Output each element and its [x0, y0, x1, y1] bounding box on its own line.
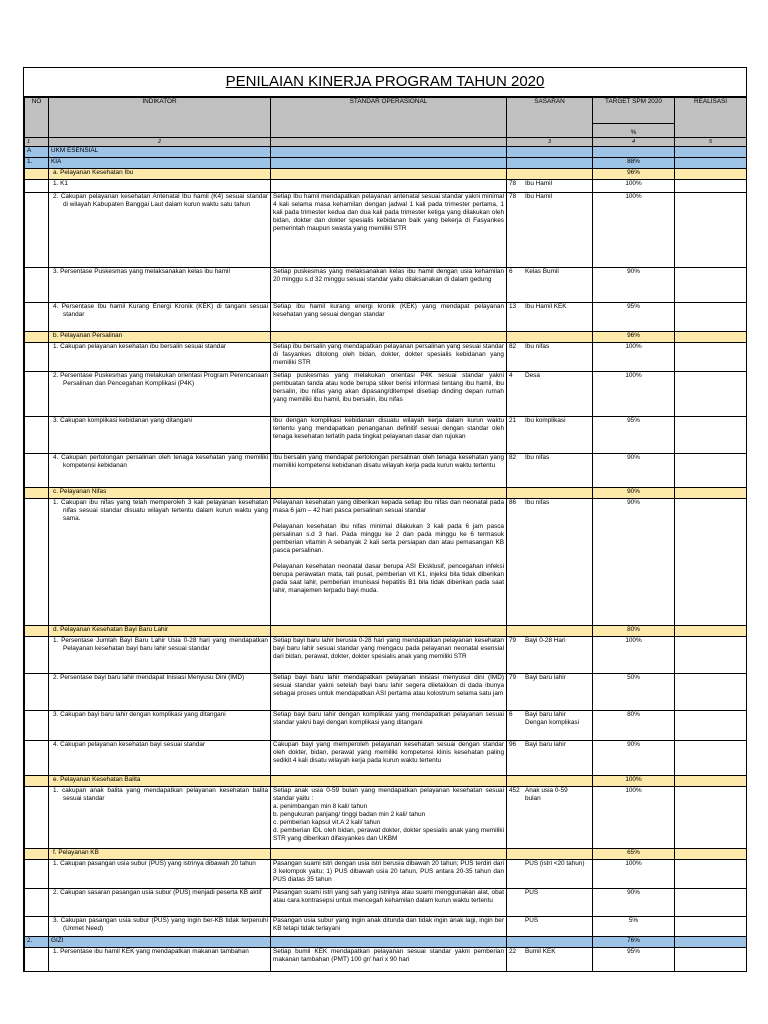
- empty-cell: [25, 332, 49, 343]
- empty-cell: [675, 147, 747, 158]
- realisasi-cell: [675, 454, 747, 488]
- standard-cell: [271, 180, 507, 193]
- target-cell: 100%: [593, 180, 675, 193]
- standard-cell: Setiap ibu hamil kurang energi kronik (KEK) yang mendapat pelayanan kesehatan yang sesuai dengan standar: [271, 303, 507, 332]
- target-cell: 80%: [593, 711, 675, 741]
- program-row: [25, 937, 747, 948]
- indicator-cell: 2. Cakupan sasaran pasangan usia subur (PUS) menjadi peserta KB aktif: [49, 889, 271, 917]
- kia-target: 88%: [593, 158, 675, 169]
- sasaran-label: PUS: [525, 889, 539, 896]
- header-target-unit: %: [593, 124, 675, 138]
- column-number-row: [25, 138, 747, 147]
- indicator-row: [25, 741, 747, 776]
- subsection-target: 90%: [593, 488, 675, 499]
- standard-cell: Ibu bersalin yang mendapat pertolongan persalinan oleh tenaga kesehatan yang memiliki kompetensi kebidanan disatu wilayah kerja pada kurun waktu tertentu: [271, 454, 507, 488]
- empty-cell: [507, 169, 593, 180]
- colnum-blank: [271, 138, 507, 147]
- standard-cell: Setiap ibu bersalin yang mendapatkan pelayanan persalinan yang sesuai standar di fasyankes ditolong oleh bidan, dokter, dokter spesialis kebidanan yang memiliki STR: [271, 343, 507, 372]
- empty-cell: [25, 917, 49, 937]
- section-a-label: UKM ESENSIAL: [49, 147, 271, 158]
- indicator-cell: 3. Cakupan pasangan usia subur (PUS) yang ingin ber-KB tidak terpenuhi (Unmet Need): [49, 917, 271, 937]
- target-cell: 100%: [593, 787, 675, 849]
- indicator-row: [25, 711, 747, 741]
- document-title: [24, 68, 746, 97]
- sasaran-label: PUS: [525, 917, 539, 924]
- sasaran-label: Ibu nifas: [525, 454, 550, 461]
- header-standar: STANDAR OPERASIONAL: [271, 98, 507, 138]
- empty-cell: [25, 169, 49, 180]
- standard-cell: Pasangan usia subur yang ingin anak ditunda dan tidak ingin anak lagi, ingin ber KB tetapi tidak terlayani: [271, 917, 507, 937]
- sasaran-label: Bayi 0-28 Hari: [525, 637, 566, 644]
- standard-cell: Setiap puskesmas yang melakukan orientasi P4K sesuai standar yakni pembuatan tanda atau kode berupa stiker berisi informasi tentang ibu hamil, ibu bersalin, ibu nifas yang akan dipasang/ditempel disetiap dinding depan rumah yang memiliki ibu hamil, ibu bersalin, ibu nifas: [271, 372, 507, 417]
- empty-cell: [25, 372, 49, 417]
- sasaran-count: 6: [509, 268, 513, 275]
- empty-cell: [507, 626, 593, 637]
- indicator-row: [25, 454, 747, 488]
- sasaran-count: 21: [509, 417, 517, 424]
- subsection-label: f. Pelayanan KB: [49, 849, 271, 860]
- target-cell: 100%: [593, 372, 675, 417]
- program-label: GIZI: [49, 937, 271, 948]
- empty-cell: [271, 169, 507, 180]
- empty-cell: [25, 741, 49, 776]
- sasaran-cell: [507, 741, 593, 776]
- sasaran-cell: [507, 417, 593, 454]
- standard-cell: Pasangan suami istri yang sah yang istrinya atau suami menggunakan alat, obat atau cara kontrasepsi untuk mencegah kehamilan dalam kurun waktu tertentu: [271, 889, 507, 917]
- program-no: 2.: [25, 937, 49, 948]
- indicator-cell: 3. Persentase Puskesmas yang melaksanakan kelas ibu hamil: [49, 268, 271, 303]
- subsection-label: c. Pelayanan Nifas: [49, 488, 271, 499]
- empty-cell: [507, 937, 593, 948]
- realisasi-cell: [675, 193, 747, 268]
- empty-cell: [271, 147, 507, 158]
- indicator-cell: 1. Cakupan ibu nifas yang telah memperoleh 3 kali pelayanan kesehatan nifas sesuai standar disuatu wilayah tertentu dalam kurun waktu yang sama.: [49, 499, 271, 626]
- sasaran-count: 22: [509, 948, 517, 955]
- realisasi-cell: [675, 268, 747, 303]
- target-cell: 100%: [593, 343, 675, 372]
- kia-label: KIA: [49, 158, 271, 169]
- sasaran-cell: [507, 787, 593, 849]
- empty-cell: [25, 268, 49, 303]
- target-cell: 95%: [593, 303, 675, 332]
- sasaran-cell: [507, 637, 593, 674]
- sasaran-label: Kelas Bumil: [525, 268, 559, 275]
- empty-cell: [507, 776, 593, 787]
- indicator-row: [25, 180, 747, 193]
- sasaran-cell: [507, 268, 593, 303]
- subsection-target: 100%: [593, 776, 675, 787]
- indicator-row: [25, 917, 747, 937]
- empty-cell: [271, 776, 507, 787]
- realisasi-cell: [675, 917, 747, 937]
- indicator-cell: 3. Cakupan komplikasi kebidanan yang ditangani: [49, 417, 271, 454]
- empty-cell: [25, 499, 49, 626]
- indicator-row: [25, 674, 747, 711]
- subsection-label: d. Pelayanan Kesehatan Bayi Baru Lahir: [49, 626, 271, 637]
- colnum-4: 4: [593, 138, 675, 147]
- target-cell: 100%: [593, 637, 675, 674]
- colnum-2: 2: [49, 138, 271, 147]
- standard-cell: Setiap bayi baru lahir berusia 0-28 hari yang mendapatkan pelayanan kesehatan bayi baru lahir sesuai standar yang mengacu pada pelayanan neonatal esensial dari bidan, perawat, dokter, dokter spesialis anak yang memiliki STR: [271, 637, 507, 674]
- sasaran-cell: [507, 372, 593, 417]
- subsection-label: a. Pelayanan Kesehatan Ibu: [49, 169, 271, 180]
- section-a-row: [25, 147, 747, 158]
- header-target: TARGET SPM 2020: [593, 98, 675, 124]
- indicator-row: [25, 193, 747, 268]
- empty-cell: [25, 180, 49, 193]
- sasaran-label: Bayi baru lahir: [525, 674, 566, 681]
- indicator-row: [25, 889, 747, 917]
- indicator-row: [25, 343, 747, 372]
- standard-paragraph: Pelayanan kesehatan yang diberikan kepada setiap ibu nifas dan neonatal pada masa 6 jam – 42 hari pasca persalinan sesuai standar: [273, 499, 504, 514]
- subsection-label: b. Pelayanan Persalinan: [49, 332, 271, 343]
- empty-cell: [675, 332, 747, 343]
- sasaran-cell: [507, 303, 593, 332]
- empty-cell: [25, 889, 49, 917]
- empty-cell: [507, 147, 593, 158]
- sasaran-count: 82: [509, 454, 517, 461]
- sasaran-label: Desa: [525, 372, 540, 379]
- target-cell: 90%: [593, 499, 675, 626]
- standard-cell: Setiap bayi baru lahir mendapatkan pelayanan inisiasi menyusui dini (IMD) sesuai standar yakni setelah bayi baru lahir segera diletakkan di dada ibunya sebagai proses untuk mendapatkan ASI pertama atau kolostrum selama satu jam: [271, 674, 507, 711]
- colnum-1: 1: [25, 138, 49, 147]
- empty-cell: [271, 488, 507, 499]
- standard-cell: Setiap bayi baru lahir dengan komplikasi yang mendapatkan pelayanan sesuai standar yakni bayi dengan komplikasi yang ditangani: [271, 711, 507, 741]
- header-row: [25, 98, 747, 124]
- indicator-cell: 1. K1: [49, 180, 271, 193]
- realisasi-cell: [675, 889, 747, 917]
- target-cell: 95%: [593, 948, 675, 972]
- sasaran-label: Ibu Hamil: [525, 180, 552, 187]
- sasaran-count: 79: [509, 637, 517, 644]
- subsection-label: e. Pelayanan Kesehatan Balita: [49, 776, 271, 787]
- realisasi-cell: [675, 787, 747, 849]
- indicator-row: [25, 499, 747, 626]
- sasaran-count: 13: [509, 303, 517, 310]
- empty-cell: [675, 937, 747, 948]
- empty-cell: [271, 626, 507, 637]
- indicator-cell: 2. Cakupan pelayanan kesehatan Antenatal Ibu hamil (K4) sesuai standar di wilayah Kabupaten Banggai Laut dalam kurun waktu satu tahun: [49, 193, 271, 268]
- empty-cell: [675, 849, 747, 860]
- section-a-code: A: [25, 147, 49, 158]
- header-indikator: INDIKATOR: [49, 98, 271, 138]
- indicator-row: [25, 787, 747, 849]
- realisasi-cell: [675, 860, 747, 889]
- empty-cell: [675, 169, 747, 180]
- sasaran-cell: [507, 499, 593, 626]
- empty-cell: [593, 147, 675, 158]
- empty-cell: [25, 343, 49, 372]
- sasaran-label: Ibu nifas: [525, 343, 550, 350]
- sasaran-cell: [507, 674, 593, 711]
- indicator-cell: 1. Persentase Jumlah Bayi Baru Lahir Usia 0-28 hari yang mendapatkan Pelayanan kesehatan bayi baru lahir sesuai standar: [49, 637, 271, 674]
- empty-cell: [507, 158, 593, 169]
- indicator-cell: 4. Cakupan pelayanan kesehatan bayi sesuai standar: [49, 741, 271, 776]
- standard-cell: Setiap bumil KEK mendapatkan pelayanan sesuai standar yakni pemberian makanan tambahan (PMT) 100 gr/ hari x 90 hari: [271, 948, 507, 972]
- target-cell: 100%: [593, 193, 675, 268]
- realisasi-cell: [675, 741, 747, 776]
- sasaran-count: 82: [509, 343, 517, 350]
- empty-cell: [25, 849, 49, 860]
- realisasi-cell: [675, 417, 747, 454]
- empty-cell: [675, 488, 747, 499]
- empty-cell: [25, 860, 49, 889]
- standard-cell: Setiap Ibu hamil mendapatkan pelayanan antenatal sesuai standar yakni minimal 4 kali selama masa kehamilan dengan jadwal 1 kali pada trimester pertama, 1 kali pada trimester kedua dan dua kali pada trimester ketiga yang dilakukan oleh bidan, dokter dan dokter spesialis kebidanan baik yang bekerja di Fasyankes pemerintah maupun swasta yang memiliki STR: [271, 193, 507, 268]
- realisasi-cell: [675, 372, 747, 417]
- indicator-row: [25, 637, 747, 674]
- sasaran-count: 6: [509, 711, 513, 718]
- empty-cell: [271, 849, 507, 860]
- indicator-cell: 4. Persentase Ibu hamil Kurang Energi Kronik (KEK) di tangani sesuai standar: [49, 303, 271, 332]
- realisasi-cell: [675, 637, 747, 674]
- subsection-row: [25, 626, 747, 637]
- indicator-row: [25, 860, 747, 889]
- empty-cell: [675, 158, 747, 169]
- standard-cell: Ibu dengan komplikasi kebidanan disuatu wilayah kerja dalam kurun waktu tertentu yang mendapatkan penanganan definitif sesuai dengan standar oleh tenaga kesehatan terlatih pada tingkat pelayanan dasar dan rujukan: [271, 417, 507, 454]
- indicator-cell: 1. Persentase ibu hamil KEK yang mendapatkan makanan tambahan: [49, 948, 271, 972]
- subsection-target: 80%: [593, 626, 675, 637]
- header-sasaran: SASARAN: [507, 98, 593, 138]
- subsection-row: [25, 169, 747, 180]
- indicator-row: [25, 268, 747, 303]
- empty-cell: [25, 948, 49, 972]
- sasaran-cell: [507, 180, 593, 193]
- sasaran-count: 452: [509, 787, 520, 794]
- sasaran-cell: [507, 917, 593, 937]
- sasaran-cell: [507, 860, 593, 889]
- sasaran-label: Bayi baru lahir Dengan komplikasi: [525, 711, 579, 726]
- indicator-cell: 1. Cakupan pasangan usia subur (PUS) yang istrinya dibawah 20 tahun: [49, 860, 271, 889]
- empty-cell: [25, 711, 49, 741]
- sasaran-cell: [507, 343, 593, 372]
- empty-cell: [25, 626, 49, 637]
- realisasi-cell: [675, 674, 747, 711]
- sasaran-cell: [507, 454, 593, 488]
- sasaran-count: 78: [509, 193, 517, 200]
- sasaran-cell: [507, 889, 593, 917]
- empty-cell: [675, 776, 747, 787]
- subsection-row: [25, 488, 747, 499]
- target-cell: 90%: [593, 889, 675, 917]
- empty-cell: [675, 626, 747, 637]
- sasaran-label: Ibu Hamil: [525, 193, 552, 200]
- target-cell: 5%: [593, 917, 675, 937]
- indicator-cell: 4. Cakupan pertolongan persalinan oleh tenaga kesehatan yang memiliki kompetensi kebidanan: [49, 454, 271, 488]
- sasaran-count: 78: [509, 180, 517, 187]
- realisasi-cell: [675, 343, 747, 372]
- indicator-cell: 1. cakupan anak balita yang mendapatkan pelayanan kesehatan balita sesuai standar: [49, 787, 271, 849]
- target-cell: 90%: [593, 741, 675, 776]
- empty-cell: [25, 674, 49, 711]
- standard-cell: Pasangan suami istri dengan usia istri berusia dibawah 20 tahun; PUS terdiri dari 3 kelompok yaitu; 1) PUS dibawah usia 20 tahun, PUS antara 20-35 tahun dan PUS diatas 35 tahun: [271, 860, 507, 889]
- empty-cell: [507, 488, 593, 499]
- program-target: 76%: [593, 937, 675, 948]
- empty-cell: [25, 637, 49, 674]
- header-realisasi: REALISASI: [675, 98, 747, 138]
- realisasi-cell: [675, 499, 747, 626]
- target-cell: 90%: [593, 454, 675, 488]
- subsection-target: 65%: [593, 849, 675, 860]
- realisasi-cell: [675, 948, 747, 972]
- sasaran-cell: [507, 711, 593, 741]
- sasaran-label: PUS (istri <20 tahun): [525, 860, 585, 867]
- program-kia-row: [25, 158, 747, 169]
- subsection-row: [25, 332, 747, 343]
- standard-paragraph: Pelayanan kesehatan ibu nifas minimal dilakukan 3 kali pada 6 jam pasca persalinan s.d 3 hari. Pada minggu ke 2 dan pada minggu ke 6 termasuk pemberian vitamin A sebanyak 2 kali serta persiapan dan atau pemasangan KB pasca persalinan.: [273, 523, 504, 554]
- sasaran-label: Anak usia 0-59 bulan: [525, 787, 568, 802]
- subsection-target: 96%: [593, 332, 675, 343]
- colnum-3: 3: [507, 138, 593, 147]
- header-no: NO: [25, 98, 49, 138]
- indicator-cell: 2. Persentase Puskesmas yang melakukan orientasi Program Perencanaan Persalinan dan Pencegahan Komplikasi (P4K): [49, 372, 271, 417]
- sasaran-cell: [507, 948, 593, 972]
- realisasi-cell: [675, 711, 747, 741]
- target-cell: 100%: [593, 860, 675, 889]
- indicator-row: [25, 303, 747, 332]
- empty-cell: [507, 332, 593, 343]
- sasaran-label: Bumil KEK: [525, 948, 556, 955]
- empty-cell: [25, 193, 49, 268]
- indicator-cell: 3. Cakupan bayi baru lahir dengan komplikasi yang ditangani: [49, 711, 271, 741]
- empty-cell: [25, 787, 49, 849]
- sasaran-count: 79: [509, 674, 517, 681]
- standard-cell: [271, 499, 507, 626]
- sasaran-label: Bayi baru lahir: [525, 741, 566, 748]
- standard-paragraph: Pelayanan kesehatan neonatal dasar berupa ASI Eksklusif, pencegahan infeksi berupa perawatan mata, tali pusat, pemberian vit K1, injeksi bila tidak diberikan pada saat lahir, pemberian imunisasi hepatitis B1 bila tidak diberikan pada saat lahir, manajemen terpadu bayi muda.: [273, 563, 504, 594]
- sasaran-count: 96: [509, 741, 517, 748]
- subsection-row: [25, 849, 747, 860]
- empty-cell: [271, 332, 507, 343]
- target-cell: 95%: [593, 417, 675, 454]
- indicator-row: [25, 948, 747, 972]
- indicator-row: [25, 417, 747, 454]
- empty-cell: [25, 488, 49, 499]
- indicator-cell: 1. Cakupan pelayanan kesehatan ibu bersalin sesuai standar: [49, 343, 271, 372]
- standard-cell: Setiap puskesmas yang melaksanakan kelas ibu hamil dengan usia kehamilan 20 minggu s.d 32 minggu sesuai standar yaitu dilaksanakan di dalam gedung: [271, 268, 507, 303]
- sasaran-cell: [507, 193, 593, 268]
- spreadsheet-sheet: [23, 67, 747, 972]
- target-cell: 50%: [593, 674, 675, 711]
- sasaran-label: Ibu komplikasi: [525, 417, 566, 424]
- realisasi-cell: [675, 303, 747, 332]
- standard-cell: Cakupan bayi yang memperoleh pelayanan kesehatan sesuai dengan standar oleh dokter, bidan, perawat yang memiliki kompetensi klinis kesehatan paling sedikit 4 kali disatu wilayah kerja pada kurun waktu tertentu: [271, 741, 507, 776]
- kia-no: 1.: [25, 158, 49, 169]
- standard-cell: Setiap anak usia 0-59 bulan yang mendapatkan pelayanan kesehatan sesuai standar yaitu : a. penimbangan min 8 kali/ tahun b. pengukuran panjang/ tinggi badan min 2 kali/ tahun c. pemberian kapsul vit.A 2 kali/ tahun d. pemberian IDL oleh bidan, perawat dokter, dokter spesialis anak yang memiliki STR yang diberikan difasyankes dan UKBM: [271, 787, 507, 849]
- colnum-5: 5: [675, 138, 747, 147]
- kinerja-table: [24, 97, 747, 972]
- sasaran-label: Ibu nifas: [525, 499, 550, 506]
- empty-cell: [25, 454, 49, 488]
- target-cell: 90%: [593, 268, 675, 303]
- empty-cell: [507, 849, 593, 860]
- title-text: PENILAIAN KINERJA PROGRAM TAHUN 2020: [225, 73, 545, 90]
- sasaran-label: Ibu Hamil KEK: [525, 303, 567, 310]
- sasaran-count: 4: [509, 372, 513, 379]
- realisasi-cell: [675, 180, 747, 193]
- subsection-row: [25, 776, 747, 787]
- empty-cell: [25, 303, 49, 332]
- sasaran-count: 86: [509, 499, 517, 506]
- empty-cell: [271, 158, 507, 169]
- empty-cell: [271, 937, 507, 948]
- empty-cell: [25, 776, 49, 787]
- subsection-target: 96%: [593, 169, 675, 180]
- indicator-row: [25, 372, 747, 417]
- indicator-cell: 2. Persentase bayi baru lahir mendapat Inisiasi Menyusu Dini (IMD): [49, 674, 271, 711]
- empty-cell: [25, 417, 49, 454]
